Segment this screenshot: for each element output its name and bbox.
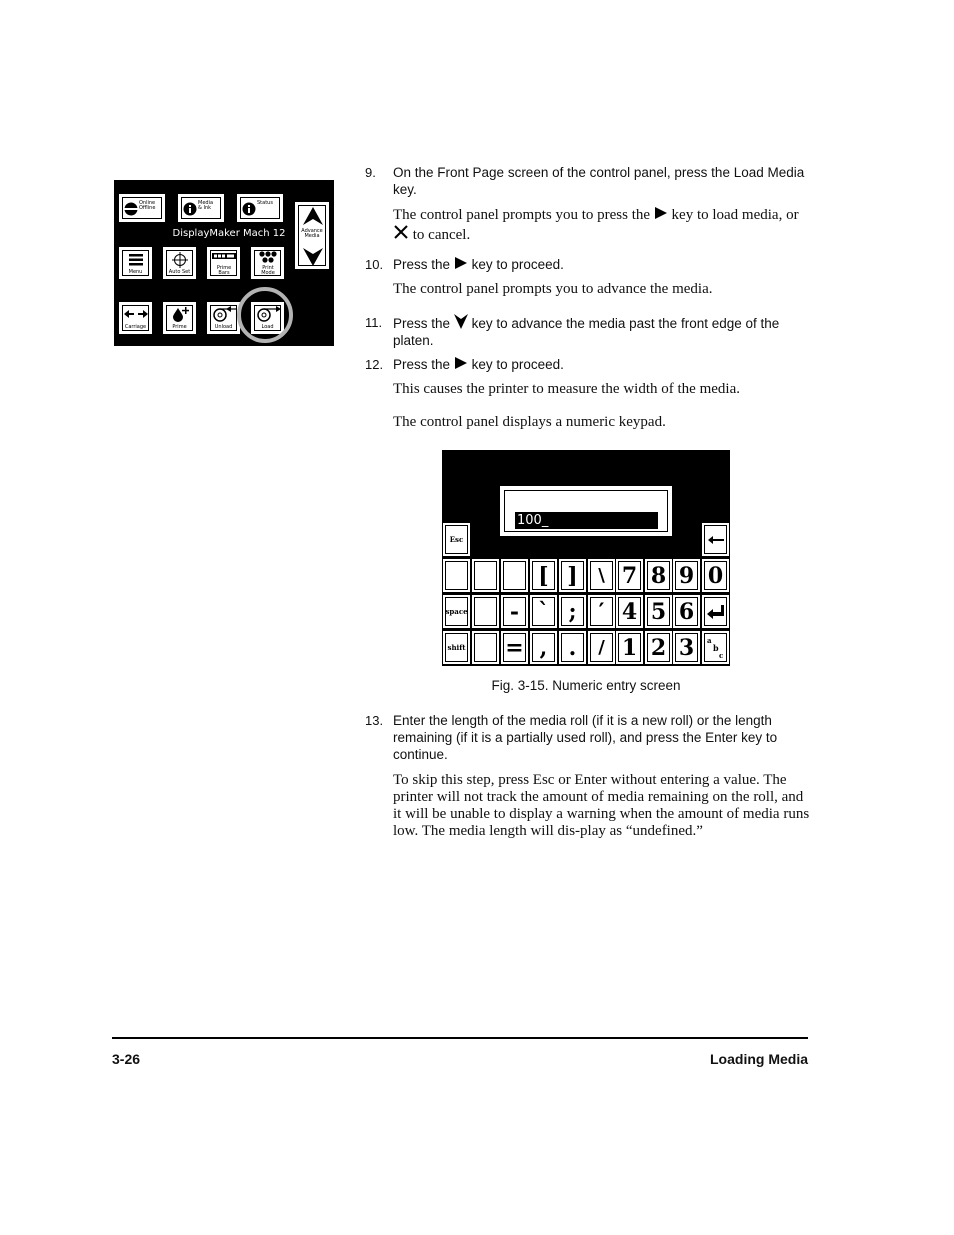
print-mode-key[interactable] bbox=[251, 247, 284, 279]
key-equals[interactable] bbox=[501, 631, 528, 664]
step-text: Press the bbox=[393, 257, 451, 272]
status-label: Status bbox=[257, 200, 273, 206]
step-text: On the Front Page screen of the control panel, press the Load Media key. bbox=[393, 165, 805, 197]
note-text: to cancel. bbox=[412, 227, 471, 243]
key-label: ] bbox=[561, 561, 584, 590]
step-text: Press the bbox=[393, 316, 451, 331]
print-mode-label: Print Mode bbox=[261, 265, 275, 276]
info-icon bbox=[242, 202, 256, 216]
key-label: 0 bbox=[704, 561, 727, 590]
enter-arrow-icon bbox=[707, 605, 725, 619]
blank-key[interactable] bbox=[472, 559, 499, 592]
panel-title: DisplayMaker Mach 12 bbox=[172, 228, 286, 239]
key-backtick[interactable] bbox=[530, 595, 557, 628]
key-label: [ bbox=[532, 561, 555, 590]
key-label: , bbox=[532, 633, 555, 662]
svg-text:c: c bbox=[718, 650, 723, 660]
step-number: 11. bbox=[365, 315, 383, 330]
key-0[interactable] bbox=[702, 559, 729, 592]
key-label: 9 bbox=[675, 561, 698, 590]
key-label: 3 bbox=[675, 633, 698, 662]
step-text: Press the bbox=[393, 357, 451, 372]
cancel-x-icon bbox=[393, 224, 409, 240]
ink-drop-icon bbox=[172, 306, 190, 322]
print-mode-icon bbox=[259, 251, 277, 263]
entry-box bbox=[500, 486, 672, 536]
section-title: Loading Media bbox=[710, 1051, 808, 1067]
prime-bars-label: Prime Bars bbox=[216, 265, 232, 276]
key-minus[interactable] bbox=[501, 595, 528, 628]
media-ink-key[interactable] bbox=[178, 194, 224, 222]
blank-key[interactable] bbox=[472, 595, 499, 628]
step-13-note: To skip this step, press Esc or Enter without entering a value. The printer will not track the amount of media remaining on the roll, and it will be unable to display a warning when the amount of media runs low. The media length will dis-play as “undefined.” bbox=[393, 772, 810, 839]
menu-icon bbox=[129, 253, 143, 267]
key-label: ′ bbox=[590, 597, 613, 626]
svg-text:a: a bbox=[706, 635, 712, 645]
advance-down-arrow-icon bbox=[454, 314, 468, 329]
key-apostrophe[interactable] bbox=[588, 595, 615, 628]
step-number: 9. bbox=[365, 165, 376, 180]
unload-label: Unload bbox=[214, 324, 233, 330]
auto-set-label: Auto Set bbox=[168, 269, 191, 275]
note-text: key to load media, or bbox=[671, 207, 799, 223]
blank-key[interactable] bbox=[472, 631, 499, 664]
key-label: 4 bbox=[618, 597, 641, 626]
key-7[interactable] bbox=[616, 559, 643, 592]
space-key[interactable] bbox=[443, 595, 470, 628]
menu-label: Menu bbox=[128, 269, 143, 275]
step-number: 10. bbox=[365, 257, 384, 272]
step-text: key to proceed. bbox=[471, 257, 564, 272]
enter-key[interactable] bbox=[702, 595, 729, 628]
key-label: \ bbox=[590, 561, 613, 590]
step-text: Enter the length of the media roll (if it is a new roll) or the length remaining (if it is a partially used roll), and press the Enter key to continue. bbox=[393, 713, 778, 762]
key-9[interactable] bbox=[673, 559, 700, 592]
key-period[interactable] bbox=[559, 631, 586, 664]
key-label: 6 bbox=[675, 597, 698, 626]
key-label: shift bbox=[445, 633, 468, 662]
online-offline-label: Online Offline bbox=[139, 200, 156, 211]
svg-text:b: b bbox=[712, 642, 719, 653]
key-3[interactable] bbox=[673, 631, 700, 664]
media-roll-unload-icon bbox=[212, 306, 238, 322]
note-text: The control panel prompts you to press the bbox=[393, 207, 651, 223]
abc-icon bbox=[706, 636, 726, 660]
load-key-highlight-ring bbox=[237, 287, 293, 343]
control-panel-screenshot bbox=[114, 180, 334, 346]
page-number: 3-26 bbox=[112, 1051, 141, 1067]
key-5[interactable] bbox=[645, 595, 672, 628]
blank-key[interactable] bbox=[501, 559, 528, 592]
key-label: - bbox=[503, 597, 526, 626]
key-semicolon[interactable] bbox=[559, 595, 586, 628]
advance-media-key[interactable] bbox=[295, 202, 329, 269]
key-open-bracket[interactable] bbox=[530, 559, 557, 592]
status-key[interactable] bbox=[237, 194, 283, 222]
key-slash[interactable] bbox=[588, 631, 615, 664]
carriage-label: Carriage bbox=[124, 324, 147, 330]
auto-set-key[interactable] bbox=[163, 247, 196, 279]
key-label: 5 bbox=[647, 597, 670, 626]
backspace-key[interactable] bbox=[702, 523, 729, 556]
online-offline-key[interactable] bbox=[119, 194, 165, 222]
step-10-note: The control panel prompts you to advance the media. bbox=[393, 281, 713, 297]
step-number: 12. bbox=[365, 357, 384, 372]
entry-field[interactable]: 100_ bbox=[515, 512, 658, 529]
load-label: Load bbox=[261, 324, 274, 330]
step-text: key to proceed. bbox=[471, 357, 564, 372]
key-label: ; bbox=[561, 597, 584, 626]
menu-key[interactable] bbox=[119, 247, 152, 279]
key-label: 1 bbox=[618, 633, 641, 662]
play-arrow-icon bbox=[654, 206, 668, 220]
alphabet-toggle-key[interactable] bbox=[702, 631, 729, 664]
key-6[interactable] bbox=[673, 595, 700, 628]
media-ink-label: Media & Ink bbox=[198, 200, 214, 211]
esc-key-label: Esc bbox=[445, 525, 468, 554]
key-label: / bbox=[590, 633, 613, 662]
key-label: = bbox=[503, 633, 526, 662]
prime-bars-key[interactable] bbox=[207, 247, 240, 279]
online-offline-icon bbox=[124, 202, 138, 216]
esc-key[interactable] bbox=[443, 523, 470, 556]
figure-caption: Fig. 3-15. Numeric entry screen bbox=[491, 678, 681, 693]
key-1[interactable] bbox=[616, 631, 643, 664]
crosshair-icon bbox=[172, 252, 188, 268]
unload-key[interactable] bbox=[207, 302, 240, 334]
carriage-key[interactable] bbox=[119, 302, 152, 334]
step-number: 13. bbox=[365, 713, 384, 728]
key-label: 7 bbox=[618, 561, 641, 590]
step-text: key to advance the media past the front edge of the platen. bbox=[393, 316, 780, 348]
step-12-note-a: This causes the printer to measure the width of the media. bbox=[393, 381, 740, 397]
arrow-up-icon bbox=[303, 207, 323, 225]
key-backslash[interactable] bbox=[588, 559, 615, 592]
key-8[interactable] bbox=[645, 559, 672, 592]
key-label: 2 bbox=[647, 633, 670, 662]
key-comma[interactable] bbox=[530, 631, 557, 664]
arrow-down-icon bbox=[303, 248, 323, 266]
key-label: 8 bbox=[647, 561, 670, 590]
play-arrow-icon bbox=[454, 256, 468, 270]
prime-label: Prime bbox=[172, 324, 187, 330]
advance-media-label: Advance Media bbox=[301, 228, 323, 239]
step-9-note bbox=[393, 206, 811, 244]
key-4[interactable] bbox=[616, 595, 643, 628]
info-icon bbox=[183, 202, 197, 216]
shift-key[interactable] bbox=[443, 631, 470, 664]
key-close-bracket[interactable] bbox=[559, 559, 586, 592]
key-label: . bbox=[561, 633, 584, 662]
blank-key[interactable] bbox=[443, 559, 470, 592]
numeric-entry-screen bbox=[442, 450, 730, 666]
footer-rule bbox=[112, 1037, 808, 1039]
backspace-arrow-icon bbox=[708, 535, 724, 545]
key-label: ` bbox=[532, 597, 555, 626]
key-label: space bbox=[445, 597, 468, 626]
carriage-arrows-icon bbox=[124, 309, 148, 319]
prime-bars-icon bbox=[212, 253, 236, 259]
prime-key[interactable] bbox=[163, 302, 196, 334]
play-arrow-icon bbox=[454, 356, 468, 370]
step-12-note-b: The control panel displays a numeric keypad. bbox=[393, 414, 666, 430]
key-2[interactable] bbox=[645, 631, 672, 664]
